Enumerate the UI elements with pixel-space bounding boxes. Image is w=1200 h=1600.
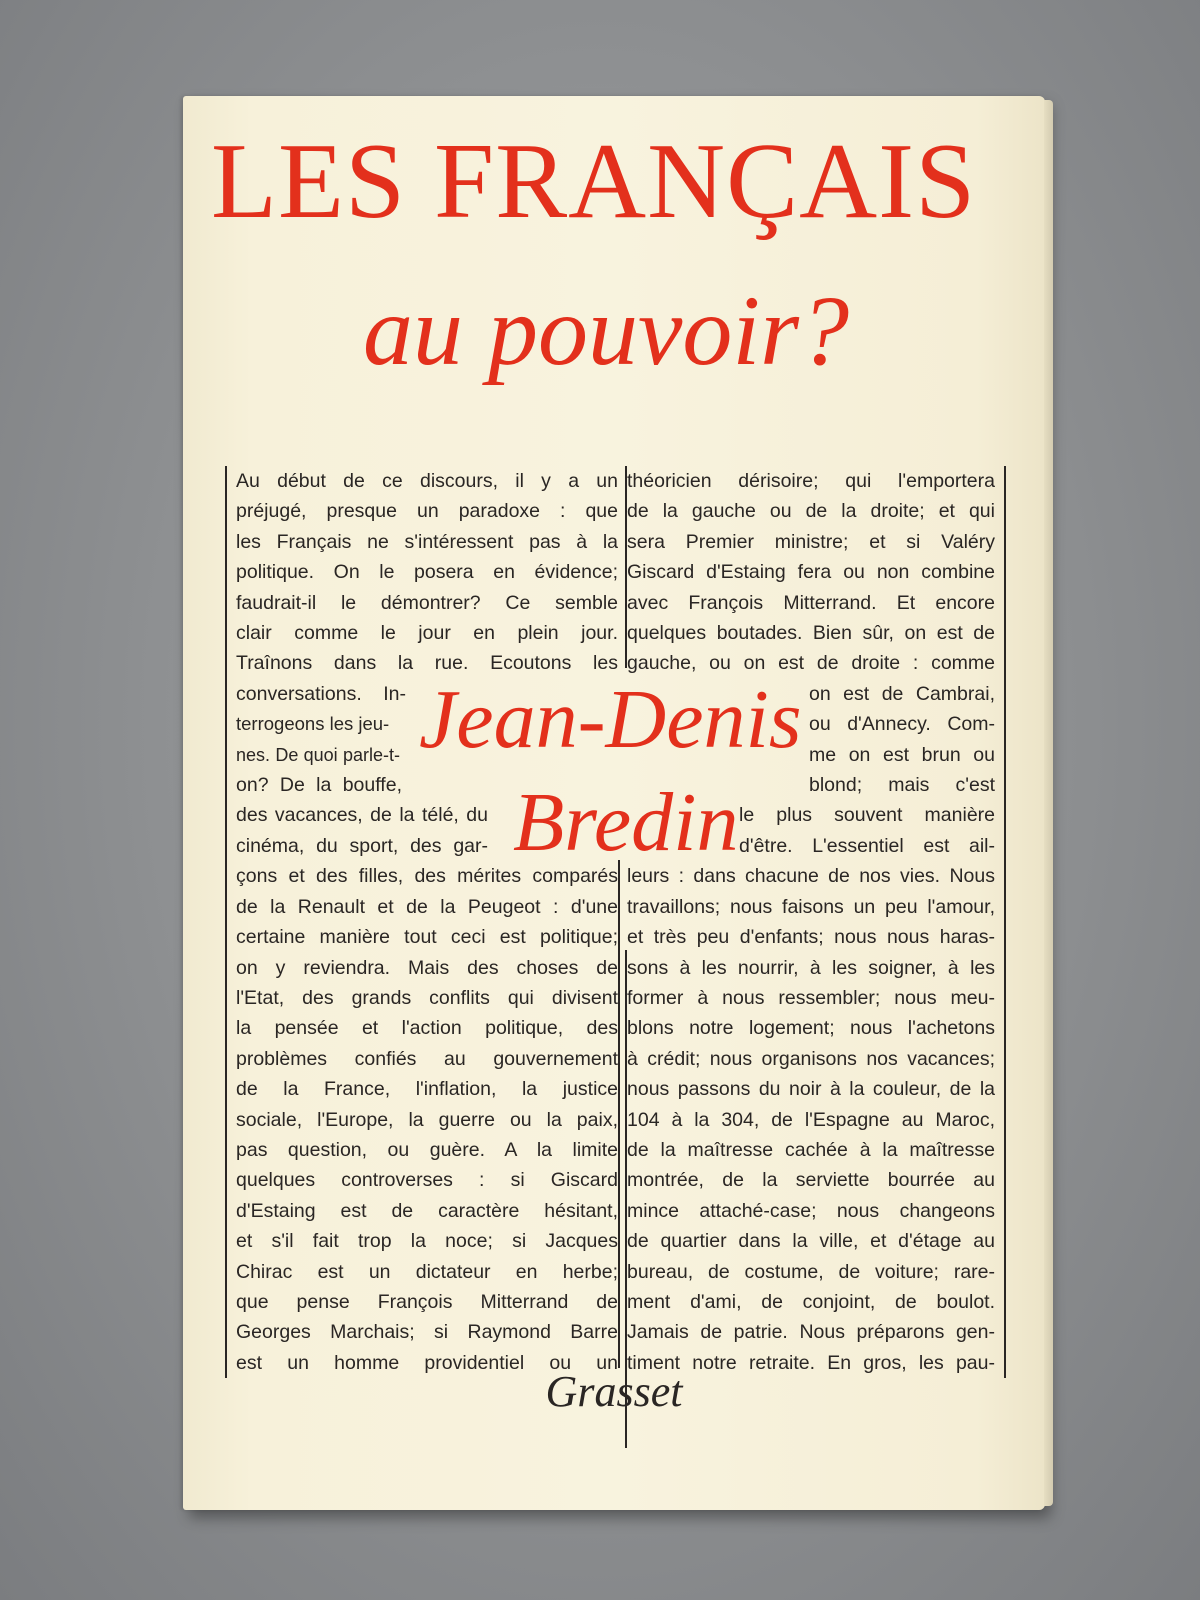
text-line: terrogeons les jeu- bbox=[236, 713, 390, 735]
text-line: nes. De quoi parle-t- bbox=[236, 744, 400, 765]
text-line: les Français ne s'intéressent pas à la bbox=[236, 530, 618, 553]
text-line: gauche, ou on est de droite : comme bbox=[627, 652, 995, 675]
text-line: le plus souvent manière bbox=[739, 804, 995, 827]
text-line: quelques boutades. Bien sûr, on est de bbox=[627, 622, 995, 645]
text-line: sera Premier ministre; et si Valéry bbox=[627, 530, 995, 553]
text-line: la pensée et l'action politique, des bbox=[236, 1017, 618, 1040]
author-first-name: Jean-Denis bbox=[419, 673, 802, 766]
publisher-name: Grasset bbox=[545, 1367, 683, 1416]
text-line: ou d'Annecy. Com- bbox=[809, 713, 995, 736]
text-line: que pense François Mitterrand de bbox=[236, 1290, 618, 1313]
text-line: former à nous ressembler; nous meu- bbox=[627, 986, 995, 1009]
text-line: travaillons; nous faisons un peu l'amour, bbox=[627, 895, 995, 918]
text-line: sociale, l'Europe, la guerre ou la paix, bbox=[236, 1108, 618, 1131]
text-line: clair comme le jour en plein jour. bbox=[236, 622, 618, 645]
text-line: de la France, l'inflation, la justice bbox=[236, 1078, 618, 1101]
text-line: cinéma, du sport, des gar- bbox=[236, 834, 488, 857]
text-line: pas question, ou guère. A la limite bbox=[236, 1138, 618, 1161]
text-line: mince attaché-case; nous changeons bbox=[627, 1199, 995, 1222]
author-last-name: Bredin bbox=[513, 776, 739, 869]
text-line: sons à les nourrir, à les soigner, à les bbox=[627, 956, 995, 979]
text-line: bureau, de costume, de voiture; rare- bbox=[627, 1260, 995, 1283]
text-line: et s'il fait trop la noce; si Jacques bbox=[236, 1230, 618, 1253]
text-line: blons notre logement; nous l'achetons bbox=[627, 1017, 995, 1040]
text-column-left bbox=[225, 466, 618, 1378]
text-line: çons et des filles, des mérites comparés bbox=[236, 865, 618, 888]
text-line: certaine manière tout ceci est politique; bbox=[236, 926, 618, 949]
text-line: on est de Cambrai, bbox=[809, 682, 995, 705]
text-line: d'Estaing est de caractère hésitant, bbox=[236, 1199, 618, 1222]
column-rule bbox=[618, 860, 620, 1368]
text-line: nous passons du noir à la couleur, de la bbox=[627, 1078, 995, 1101]
text-line: l'Etat, des grands conflits qui divisent bbox=[236, 986, 618, 1009]
text-line: de la Renault et de la Peugeot : d'une bbox=[236, 895, 618, 918]
text-line: Jamais de patrie. Nous préparons gen- bbox=[627, 1321, 995, 1344]
text-line: avec François Mitterrand. Et encore bbox=[627, 591, 995, 614]
text-line: préjugé, presque un paradoxe : que bbox=[236, 500, 618, 523]
text-line: quelques controverses : si Giscard bbox=[236, 1169, 618, 1192]
text-line: Giscard d'Estaing fera ou non combine bbox=[627, 561, 995, 584]
text-line: blond; mais c'est bbox=[809, 774, 995, 797]
text-line: des vacances, de la télé, du bbox=[236, 804, 488, 827]
text-line: on? De la bouffe, bbox=[236, 774, 402, 797]
text-line: théoricien dérisoire; qui l'emportera bbox=[627, 470, 995, 492]
text-line: Georges Marchais; si Raymond Barre bbox=[236, 1321, 618, 1344]
text-line: 104 à la 304, de l'Espagne au Maroc, bbox=[627, 1108, 995, 1131]
text-line: on y reviendra. Mais des choses de bbox=[236, 956, 618, 979]
text-line: leurs : dans chacune de nos vies. Nous bbox=[627, 865, 995, 888]
title-main: LES FRANÇAIS bbox=[211, 122, 977, 241]
text-line: de la gauche ou de la droite; et qui bbox=[627, 500, 995, 523]
text-line: Chirac est un dictateur en herbe; bbox=[236, 1260, 618, 1283]
text-line: est un homme providentiel ou un bbox=[236, 1351, 618, 1374]
text-line: d'être. L'essentiel est ail- bbox=[739, 834, 995, 857]
text-line: me on est brun ou bbox=[809, 743, 995, 766]
text-line: ment d'ami, de conjoint, de boulot. bbox=[627, 1290, 995, 1313]
text-line: timent notre retraite. En gros, les pau- bbox=[627, 1351, 995, 1374]
text-line: problèmes confiés au gouvernement bbox=[236, 1047, 618, 1070]
text-line: et très peu d'enfants; nous nous haras- bbox=[627, 926, 995, 949]
text-line: de quartier dans la ville, et d'étage au bbox=[627, 1230, 995, 1253]
text-line: Au début de ce discours, il y a un bbox=[236, 470, 618, 492]
book-cover bbox=[183, 96, 1045, 1510]
text-column-right bbox=[627, 466, 1006, 1378]
text-line: de la maîtresse cachée à la maîtresse bbox=[627, 1138, 995, 1161]
text-line: montrée, de la serviette bourrée au bbox=[627, 1169, 995, 1192]
text-line: à crédit; nous organisons nos vacances; bbox=[627, 1047, 995, 1070]
text-line: politique. On le posera en évidence; bbox=[236, 561, 618, 584]
text-line: Traînons dans la rue. Ecoutons les bbox=[236, 652, 618, 675]
text-line: conversations. In- bbox=[236, 682, 406, 705]
text-line: faudrait-il le démontrer? Ce semble bbox=[236, 591, 618, 614]
title-subtitle: au pouvoir? bbox=[363, 275, 850, 386]
